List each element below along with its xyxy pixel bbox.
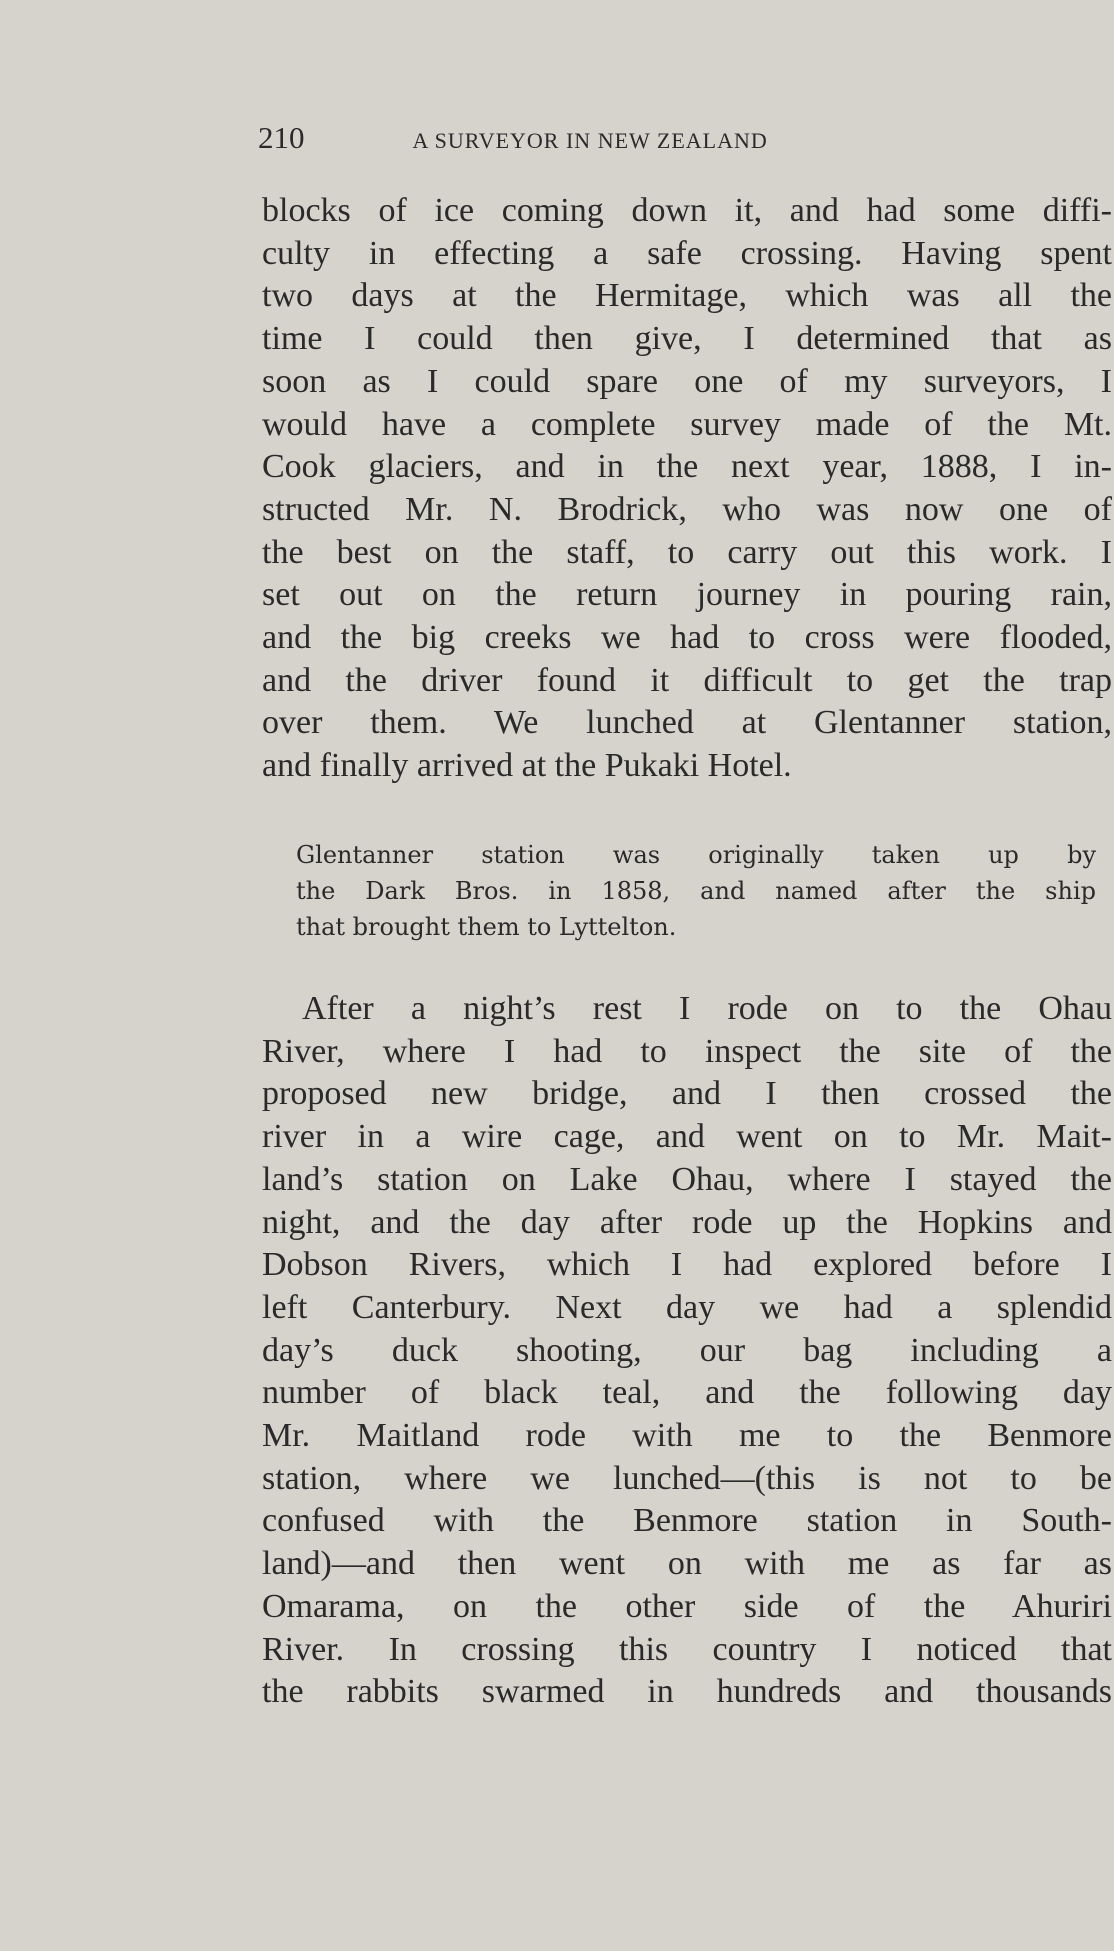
text-line: land)—and then went on with me as far as: [262, 1545, 1112, 1583]
text-line: number of black teal, and the following day: [262, 1374, 1112, 1412]
text-line: river in a wire cage, and went on to Mr. Mait-: [262, 1118, 1112, 1156]
text-line: over them. We lunched at Glentanner station,: [262, 704, 1112, 742]
note-line: Glentanner station was originally taken up by: [296, 841, 1096, 869]
footnote-paragraph: [296, 837, 1096, 945]
text-line: two days at the Hermitage, which was all the: [262, 277, 1112, 315]
text-line: and finally arrived at the Pukaki Hotel.: [262, 747, 792, 785]
text-line: Cook glaciers, and in the next year, 1888, I in-: [262, 448, 1112, 486]
text-line: land’s station on Lake Ohau, where I stayed the: [262, 1160, 1112, 1198]
text-line: and the big creeks we had to cross were flooded,: [262, 619, 1112, 657]
text-line: structed Mr. N. Brodrick, who was now one of: [262, 490, 1112, 528]
text-line: left Canterbury. Next day we had a splendid: [262, 1288, 1112, 1326]
text-line: After a night’s rest I rode on to the Ohau: [302, 990, 1112, 1027]
text-line: would have a complete survey made of the Mt.: [262, 405, 1112, 443]
body-paragraph-1: [262, 190, 1112, 788]
text-line: blocks of ice coming down it, and had some diffi-: [262, 192, 1112, 229]
text-line: Omarama, on the other side of the Ahuriri: [262, 1587, 1112, 1625]
text-line: River. In crossing this country I noticed that: [262, 1630, 1112, 1668]
page-header: [258, 120, 1114, 160]
note-line: that brought them to Lyttelton.: [296, 913, 677, 941]
text-line: Dobson Rivers, which I had explored before I: [262, 1246, 1112, 1284]
text-line: the rabbits swarmed in hundreds and thousands: [262, 1673, 1112, 1711]
text-line: day’s duck shooting, our bag including a: [262, 1331, 1112, 1369]
page-number: 210: [258, 120, 305, 155]
text-line: Mr. Maitland rode with me to the Benmore: [262, 1417, 1112, 1455]
body-paragraph-2: [262, 988, 1112, 1714]
note-line: the Dark Bros. in 1858, and named after the ship: [296, 877, 1096, 905]
text-line: culty in effecting a safe crossing. Having spent: [262, 234, 1112, 272]
text-line: soon as I could spare one of my surveyors, I: [262, 362, 1112, 400]
running-title: A SURVEYOR IN NEW ZEALAND: [412, 128, 768, 153]
text-line: proposed new bridge, and I then crossed the: [262, 1075, 1112, 1113]
text-line: and the driver found it difficult to get the trap: [262, 661, 1112, 699]
text-line: confused with the Benmore station in South-: [262, 1502, 1112, 1540]
text-line: night, and the day after rode up the Hopkins and: [262, 1203, 1112, 1241]
text-line: station, where we lunched—(this is not to be: [262, 1459, 1112, 1497]
text-line: set out on the return journey in pouring rain,: [262, 576, 1112, 614]
text-line: the best on the staff, to carry out this work. I: [262, 533, 1112, 571]
text-line: time I could then give, I determined that as: [262, 320, 1112, 358]
text-line: River, where I had to inspect the site of the: [262, 1032, 1112, 1070]
